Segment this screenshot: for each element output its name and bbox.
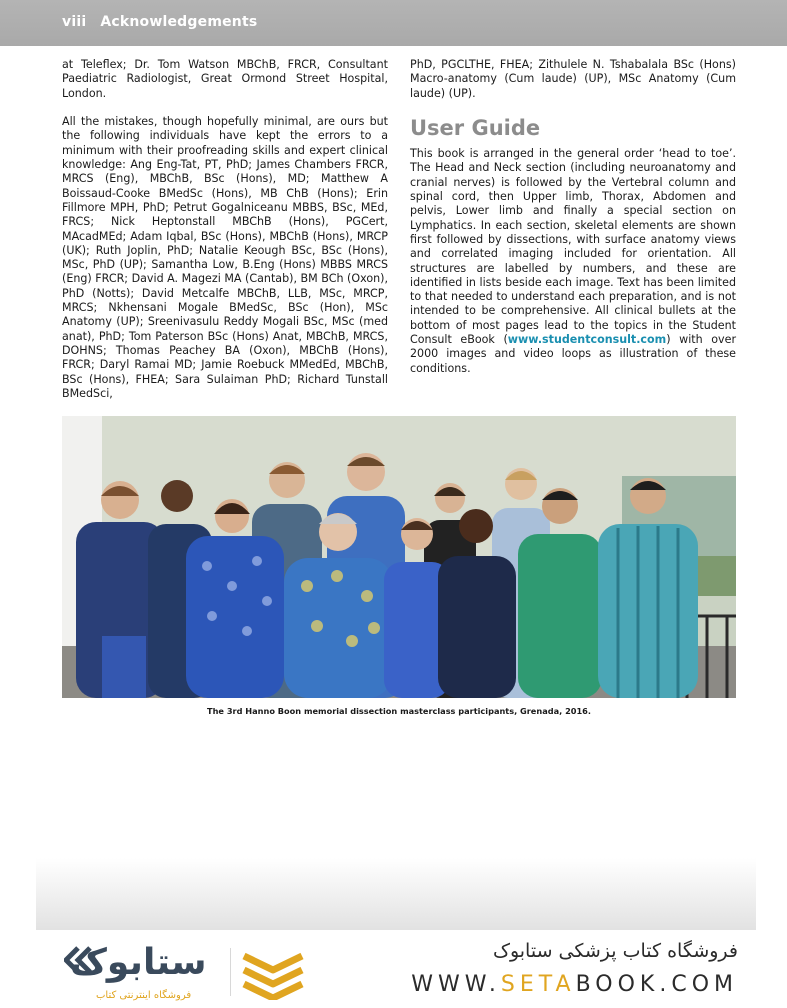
right-text-column: [410, 58, 736, 376]
user-guide-paragraph: [410, 147, 736, 376]
store-title: فروشگاه کتاب پزشکی ستابوک: [492, 940, 738, 962]
setabook-emblem-icon: [238, 950, 308, 1000]
store-url[interactable]: [406, 972, 738, 997]
bottom-fade-band: [36, 858, 756, 930]
paragraph-teleflex: at Teleflex; Dr. Tom Watson MBChB, FRCR, Consultant Paediatric Radiologist, Great Ormond Street Hospital, London.: [62, 58, 388, 100]
chapter-title: Acknowledgements: [100, 14, 258, 30]
store-url-prefix: WWW.: [411, 972, 501, 997]
paragraph-proofreaders: All the mistakes, though hopefully minimal, are ours but the following individuals have kept the errors to a minimum with their proofreading skills and expert clinical knowledge: Ang Eng-Tat, PT, PhD; James Chambers FRCR, MRCS (Eng), MBChB, BSc (Hons), MD; Matthew A Boissaud-Cooke BMedSc (Hons), MB ChB (Hons); Erin Fillmore MPH, PhD; Petrut Gogalniceanu MBBS, BSc, MEd, FRCS; Nick Heptonstall MBChB (Hons), PGCert, MAcadMEd; Adam Iqbal, BSc (Hons), MBChB (Hons), MRCP (UK); Ruth Joplin, PhD; Natalie Keough BSc, BSc (Hons), MSc, PhD (UP); Samantha Low, B.Eng (Hons) MBBS MRCS (Eng) FRCR; David A. Magezi MA (Cantab), BM BCh (Oxon), PhD (Notts); David Metcalfe MBChB, LLB, MSc, MRCP, MRCS; Nkhensani Mogale BMedSc, BSc (Hon), MSc Anatomy (UP); Sreenivasulu Reddy Mogali BSc, MSc (med anat), PhD; Tom Paterson BSc (Hons) Anat, MBChB, MRCS, DOHNS; Thomas Peachey BA (Oxon), MBChB (Hons), FRCR; Daryl Ramai MD; Jamie Roebuck MMedEd, MBChB, BSc (Hons), FHEA; Sara Sulaiman PhD; Richard Tunstall BMedSci,: [62, 115, 388, 400]
store-url-suffix: BOOK.COM: [575, 972, 738, 997]
store-url-accent: SETA: [500, 972, 576, 997]
setabook-logo-text: ستابوک: [70, 942, 207, 983]
setabook-logo-subtitle: فروشگاه اینترنتی کتاب: [96, 990, 192, 1001]
logo-divider: [230, 948, 231, 996]
running-header: [62, 14, 257, 30]
group-photo: [62, 416, 736, 698]
user-guide-text-end: ) with over 2000 images and video loops as illustration of these conditions.: [410, 333, 736, 375]
group-photo-illustration: [62, 416, 736, 698]
user-guide-heading: User Guide: [410, 116, 541, 141]
user-guide-text-start: This book is arranged in the general order ‘head to toe’. The Head and Neck section (including neuroanatomy and cranial nerves) is followed by the Vertebral column and spinal cord, then Upper limb, Thorax, Abdomen and pelvis, Lower limb and finally a special section on Lymphatics. In each section, skeletal elements are shown first followed by dissections, with surface anatomy views and correlated imaging included for orientation. All structures are labelled by numbers, and these are identified in lists beside each image. Text has been limited to that needed to understand each preparation, and is not intended to be comprehensive. All clinical bullets at the bottom of most pages lead to the topics in the Student Consult eBook (: [410, 147, 736, 347]
page-header-bar: [0, 0, 787, 46]
left-text-column: [62, 58, 388, 401]
photo-caption: The 3rd Hanno Boon memorial dissection masterclass participants, Grenada, 2016.: [207, 706, 591, 716]
page-number: viii: [62, 14, 87, 30]
paragraph-continuation: PhD, PGCLTHE, FHEA; Zithulele N. Tshabalala BSc (Hons) Macro-anatomy (Cum laude) (UP), MSc Anatomy (Cum laude) (UP).: [410, 58, 736, 100]
student-consult-link[interactable]: www.studentconsult.com: [507, 333, 667, 347]
